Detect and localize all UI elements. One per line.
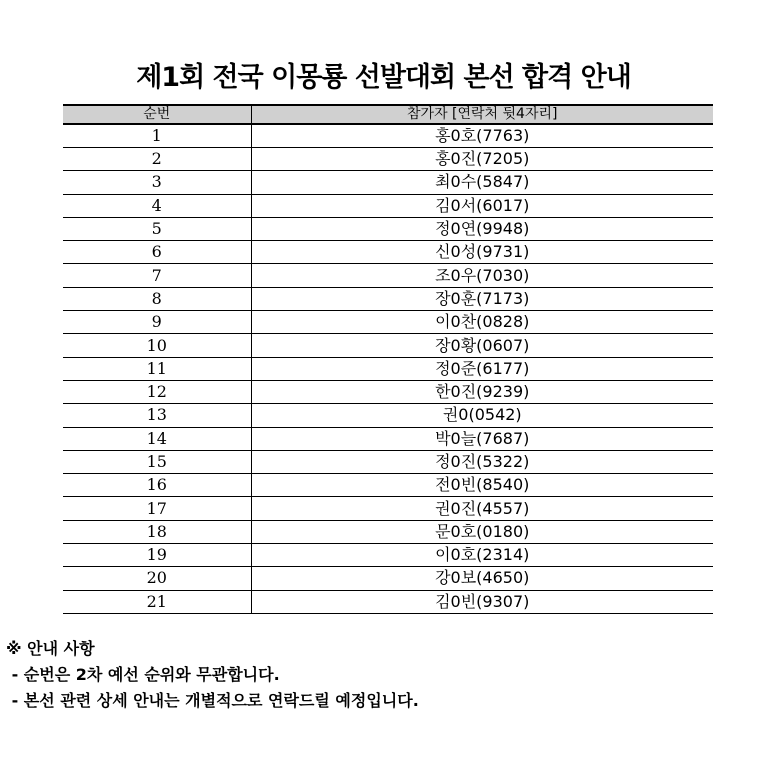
- table-header-row: [63, 105, 713, 124]
- table-row: [63, 450, 713, 473]
- table-row: [63, 380, 713, 403]
- table-row: [63, 217, 713, 240]
- row-number: 1: [63, 124, 251, 148]
- result-table: [63, 104, 713, 614]
- table-row: [63, 148, 713, 171]
- row-participant: 홍0진(7205): [251, 148, 713, 171]
- row-participant: 장0황(0607): [251, 334, 713, 357]
- header-number: 순번: [63, 105, 251, 124]
- row-number: 16: [63, 474, 251, 497]
- row-participant: 신0성(9731): [251, 241, 713, 264]
- row-participant: 홍0호(7763): [251, 124, 713, 148]
- table-row: [63, 427, 713, 450]
- row-number: 3: [63, 171, 251, 194]
- row-number: 9: [63, 311, 251, 334]
- row-number: 2: [63, 148, 251, 171]
- table-row: [63, 124, 713, 148]
- row-participant: 이0찬(0828): [251, 311, 713, 334]
- row-number: 18: [63, 520, 251, 543]
- row-number: 14: [63, 427, 251, 450]
- table-row: [63, 264, 713, 287]
- table-row: [63, 287, 713, 310]
- table-row: [63, 311, 713, 334]
- row-number: 12: [63, 380, 251, 403]
- row-participant: 조0우(7030): [251, 264, 713, 287]
- row-participant: 권0진(4557): [251, 497, 713, 520]
- row-participant: 박0늘(7687): [251, 427, 713, 450]
- row-participant: 이0호(2314): [251, 544, 713, 567]
- table-row: [63, 171, 713, 194]
- row-participant: 문0호(0180): [251, 520, 713, 543]
- row-participant: 정0진(5322): [251, 450, 713, 473]
- row-number: 20: [63, 567, 251, 590]
- row-participant: 정0준(6177): [251, 357, 713, 380]
- row-number: 7: [63, 264, 251, 287]
- row-participant: 전0빈(8540): [251, 474, 713, 497]
- table-row: [63, 194, 713, 217]
- row-number: 5: [63, 217, 251, 240]
- row-number: 4: [63, 194, 251, 217]
- table-row: [63, 357, 713, 380]
- note-item: - 본선 관련 상세 안내는 개별적으로 연락드릴 예정입니다.: [6, 691, 419, 710]
- table-row: [63, 544, 713, 567]
- row-number: 17: [63, 497, 251, 520]
- header-participant: 참가자 [연락처 뒷4자리]: [251, 105, 713, 124]
- table-row: [63, 241, 713, 264]
- page-title: 제1회 전국 이몽룡 선발대회 본선 합격 안내: [136, 62, 631, 93]
- row-number: 8: [63, 287, 251, 310]
- table-row: [63, 497, 713, 520]
- note-item: - 순번은 2차 예선 순위와 무관합니다.: [6, 665, 280, 684]
- notes-section: [6, 636, 419, 714]
- row-participant: 장0훈(7173): [251, 287, 713, 310]
- table-row: [63, 520, 713, 543]
- table-row: [63, 404, 713, 427]
- row-participant: 김0서(6017): [251, 194, 713, 217]
- row-number: 13: [63, 404, 251, 427]
- row-number: 6: [63, 241, 251, 264]
- row-participant: 권0(0542): [251, 404, 713, 427]
- row-participant: 김0빈(9307): [251, 590, 713, 613]
- row-participant: 한0진(9239): [251, 380, 713, 403]
- row-number: 19: [63, 544, 251, 567]
- row-participant: 최0수(5847): [251, 171, 713, 194]
- row-number: 21: [63, 590, 251, 613]
- table-row: [63, 590, 713, 613]
- row-number: 10: [63, 334, 251, 357]
- row-number: 11: [63, 357, 251, 380]
- table-row: [63, 474, 713, 497]
- row-number: 15: [63, 450, 251, 473]
- notes-heading: ※ 안내 사항: [6, 639, 95, 658]
- row-participant: 정0연(9948): [251, 217, 713, 240]
- table-row: [63, 334, 713, 357]
- row-participant: 강0보(4650): [251, 567, 713, 590]
- table-row: [63, 567, 713, 590]
